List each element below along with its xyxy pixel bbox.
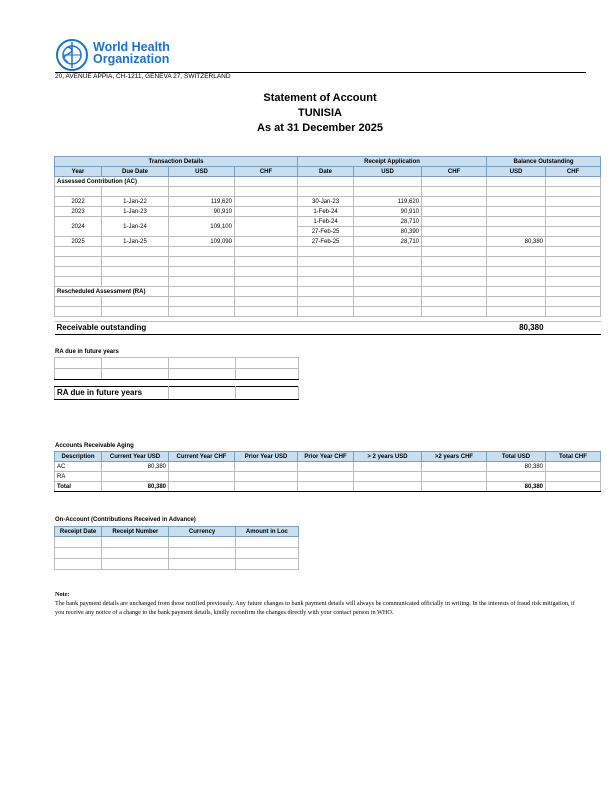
- aging-col-total-chf: Total CHF: [546, 452, 601, 462]
- col-chf: CHF: [235, 167, 298, 177]
- group-transaction-details: Transaction Details: [55, 157, 298, 167]
- on-account-col-receipt-number: Receipt Number: [102, 527, 169, 537]
- table-row: 2022 1-Jan-22 119,620 30-Jan-23 119,620: [55, 197, 601, 207]
- country-name: TUNISIA: [298, 107, 342, 119]
- aging-col-prior-usd: Prior Year USD: [235, 452, 298, 462]
- note-block: [55, 590, 585, 617]
- col-usd: USD: [169, 167, 235, 177]
- col-receipt-usd: USD: [354, 167, 422, 177]
- on-account-table: [54, 526, 299, 570]
- address: 20, AVENUE APPIA, CH-1211, GENEVA 27, SWITZERLAND: [55, 73, 231, 80]
- ra-future-total-table: [54, 386, 299, 400]
- statement-table: Transaction Details Receipt Application Balance Outstanding Year Due Date USD CHF Date USD CHF USD CHF Assessed Contribution (AC) 2022 1-Jan-22 119,620 30-Jan-23 119,620 2023 1-Jan-23 90,910 1-Feb-24 90,910 2024 1-Jan-24 109,100 1-Feb-24 28,710 27-Feb-25 80,390 2025 1-Jan-25 109,090 27-Feb-25 28,710 80,380 Rescheduled Assessment (RA) Receivable outstanding 80,380: [54, 156, 601, 335]
- col-receipt-chf: CHF: [422, 167, 487, 177]
- table-row: AC 80,380 80,380: [55, 462, 601, 472]
- table-row: 2025 1-Jan-25 109,090 27-Feb-25 28,710 80,380: [55, 237, 601, 247]
- col-date: Date: [298, 167, 354, 177]
- org-name-line2: Organization: [93, 52, 170, 66]
- table-row: 2024 1-Jan-24 109,100 1-Feb-24 28,710: [55, 217, 601, 227]
- who-emblem-icon: [55, 38, 89, 72]
- as-at-date: As at 31 December 2025: [257, 122, 383, 134]
- aging-col-2y-usd: > 2 years USD: [354, 452, 422, 462]
- aging-col-prior-chf: Prior Year CHF: [298, 452, 354, 462]
- statement-title: Statement of Account: [263, 92, 377, 104]
- who-logo: [55, 38, 245, 72]
- on-account-col-currency: Currency: [169, 527, 235, 537]
- on-account-col-amount: Amount in Loc: [235, 527, 298, 537]
- ra-section-label: Rescheduled Assessment (RA): [55, 287, 169, 297]
- aging-col-2y-chf: >2 years CHF: [422, 452, 487, 462]
- aging-title: Accounts Receivable Aging: [55, 443, 134, 449]
- aging-col-description: Description: [55, 452, 102, 462]
- note-text: The bank payment details are unchanged from those notified previously. Any future changes to bank payment details will always be communicated officially in writing. In the interests of fraud risk mitigation, if you receive any notice of a change to the bank payment details, kindly reconfirm the changes directly with your contact person in WHO.: [55, 600, 575, 616]
- note-label: Note:: [55, 591, 70, 598]
- receivable-outstanding-value: 80,380: [487, 322, 546, 335]
- aging-col-total-usd: Total USD: [487, 452, 546, 462]
- receivable-outstanding-label: Receivable outstanding: [55, 322, 298, 335]
- table-row: RA: [55, 472, 601, 482]
- aging-table: [54, 451, 601, 492]
- col-year: Year: [55, 167, 102, 177]
- table-row: Total 80,380 80,380: [55, 482, 601, 492]
- org-name-line1: World Health: [93, 40, 170, 54]
- aging-col-current-chf: Current Year CHF: [169, 452, 235, 462]
- aging-col-current-usd: Current Year USD: [102, 452, 169, 462]
- ac-section-label: Assessed Contribution (AC): [55, 177, 169, 187]
- col-balance-chf: CHF: [546, 167, 601, 177]
- col-due-date: Due Date: [102, 167, 169, 177]
- on-account-title: On-Account (Contributions Received in Advance): [55, 517, 196, 523]
- table-row: 2023 1-Jan-23 90,910 1-Feb-24 90,910: [55, 207, 601, 217]
- ra-future-table: [54, 357, 299, 380]
- group-receipt-application: Receipt Application: [298, 157, 487, 167]
- group-balance-outstanding: Balance Outstanding: [487, 157, 601, 167]
- on-account-col-receipt-date: Receipt Date: [55, 527, 102, 537]
- ra-future-big-label: RA due in future years: [55, 387, 169, 400]
- col-balance-usd: USD: [487, 167, 546, 177]
- ra-future-small-label: RA due in future years: [55, 349, 119, 355]
